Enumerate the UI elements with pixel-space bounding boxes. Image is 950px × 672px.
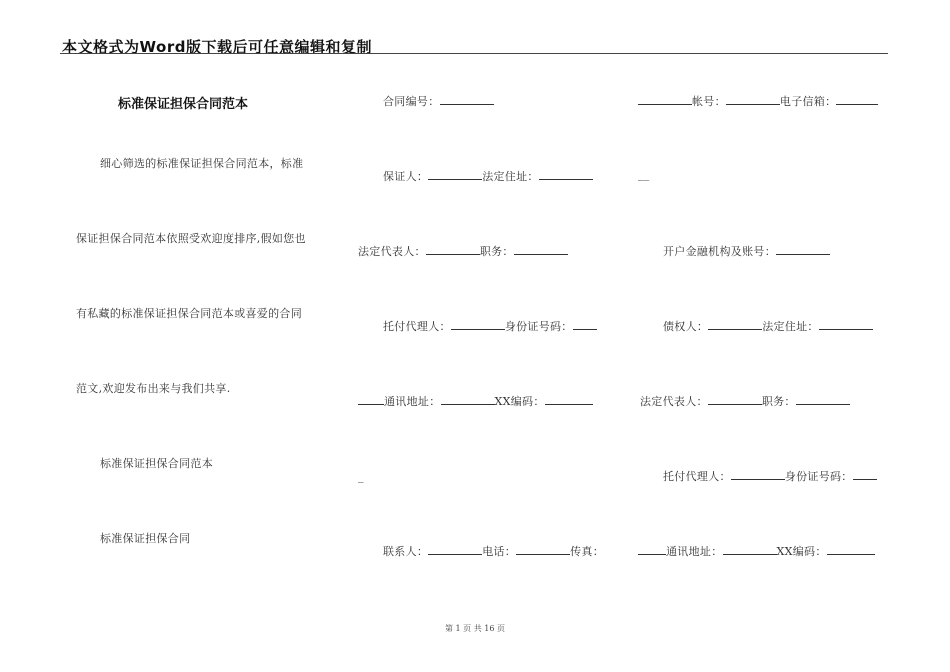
field-guarantor-agent bbox=[383, 318, 597, 334]
intro-line-1: 细心筛选的标准保证担保合同范本，标准 bbox=[100, 157, 304, 170]
id-no-label: 身份证号码： bbox=[504, 320, 573, 333]
intro-line-2: 保证担保合同范本依照受欢迎度排序,假如您也 bbox=[76, 232, 306, 245]
field-guarantor bbox=[383, 168, 593, 184]
creditor-id-no-blank bbox=[853, 470, 877, 480]
contract-no-label: 合同编号： bbox=[383, 95, 440, 108]
position-label: 职务： bbox=[479, 245, 514, 258]
field-contract-no bbox=[383, 93, 494, 109]
creditor-agent-blank bbox=[731, 470, 785, 480]
field-guarantor-mail bbox=[358, 393, 593, 409]
creditor-label: 债权人： bbox=[663, 320, 709, 333]
creditor-position-label: 职务： bbox=[761, 395, 796, 408]
mail-prefix-blank bbox=[358, 395, 384, 405]
contract-no-blank bbox=[440, 95, 494, 105]
intro-line-4: 范文,欢迎发布出来与我们共享. bbox=[76, 382, 231, 395]
legal-rep-label: 法定代表人： bbox=[358, 245, 426, 258]
creditor-position-blank bbox=[796, 395, 850, 405]
creditor-legal-rep-label: 法定代表人： bbox=[640, 395, 708, 408]
field-creditor bbox=[663, 318, 873, 334]
agent-blank bbox=[451, 320, 505, 330]
guarantor-address-label: 法定住址： bbox=[482, 170, 539, 183]
bank-account-blank bbox=[776, 245, 830, 255]
field-guarantor-legal-rep bbox=[358, 243, 568, 259]
phone-label: 电话： bbox=[482, 545, 517, 558]
document-header-title: 本文格式为Word版下载后可任意编辑和复制 bbox=[62, 38, 372, 56]
field-account bbox=[638, 93, 878, 109]
creditor-postcode-label: XX编码： bbox=[776, 545, 827, 558]
underscore-mark-right: __ bbox=[638, 168, 650, 181]
page-number: 第 1 页 共 16 页 bbox=[445, 624, 505, 633]
field-creditor-agent bbox=[663, 468, 877, 484]
email-label: 电子信箱： bbox=[779, 95, 837, 108]
account-label: 帐号： bbox=[692, 95, 726, 108]
creditor-legal-rep-blank bbox=[708, 395, 762, 405]
phone-blank bbox=[516, 545, 570, 555]
mail-address-blank bbox=[441, 395, 495, 405]
position-blank bbox=[514, 245, 568, 255]
underscore-mark-middle: _ bbox=[358, 470, 364, 483]
account-blank bbox=[726, 95, 780, 105]
creditor-postcode-blank bbox=[827, 545, 875, 555]
email-blank bbox=[836, 95, 878, 105]
mail-address-label: 通讯地址： bbox=[384, 395, 441, 408]
postcode-label: XX编码： bbox=[494, 395, 545, 408]
guarantor-address-blank bbox=[539, 170, 593, 180]
creditor-address-label: 法定住址： bbox=[762, 320, 819, 333]
creditor-agent-label: 托付代理人： bbox=[663, 470, 731, 483]
guarantor-blank bbox=[428, 170, 482, 180]
field-guarantor-contact bbox=[383, 543, 604, 559]
field-bank-account bbox=[663, 243, 830, 259]
subheading-contract: 标准保证担保合同 bbox=[100, 532, 191, 545]
legal-rep-blank bbox=[426, 245, 480, 255]
header-divider bbox=[60, 53, 888, 54]
field-creditor-mail bbox=[638, 543, 875, 559]
document-title: 标准保证担保合同范本 bbox=[118, 97, 249, 112]
contact-blank bbox=[428, 545, 482, 555]
postcode-blank bbox=[545, 395, 593, 405]
fax-label: 传真： bbox=[570, 545, 605, 558]
creditor-blank bbox=[708, 320, 762, 330]
id-no-blank bbox=[573, 320, 597, 330]
creditor-mail-prefix-blank bbox=[638, 545, 666, 555]
agent-label: 托付代理人： bbox=[383, 320, 451, 333]
guarantor-label: 保证人： bbox=[383, 170, 429, 183]
subheading-template: 标准保证担保合同范本 bbox=[100, 457, 213, 470]
field-creditor-legal-rep bbox=[640, 393, 850, 409]
creditor-mail-label: 通讯地址： bbox=[666, 545, 723, 558]
bank-account-label: 开户金融机构及账号： bbox=[663, 245, 776, 258]
intro-line-3: 有私藏的标准保证担保合同范本或喜爱的合同 bbox=[76, 307, 302, 320]
contact-label: 联系人： bbox=[383, 545, 429, 558]
creditor-mail-blank bbox=[723, 545, 777, 555]
creditor-address-blank bbox=[819, 320, 873, 330]
account-prefix-blank bbox=[638, 95, 692, 105]
creditor-id-no-label: 身份证号码： bbox=[784, 470, 853, 483]
